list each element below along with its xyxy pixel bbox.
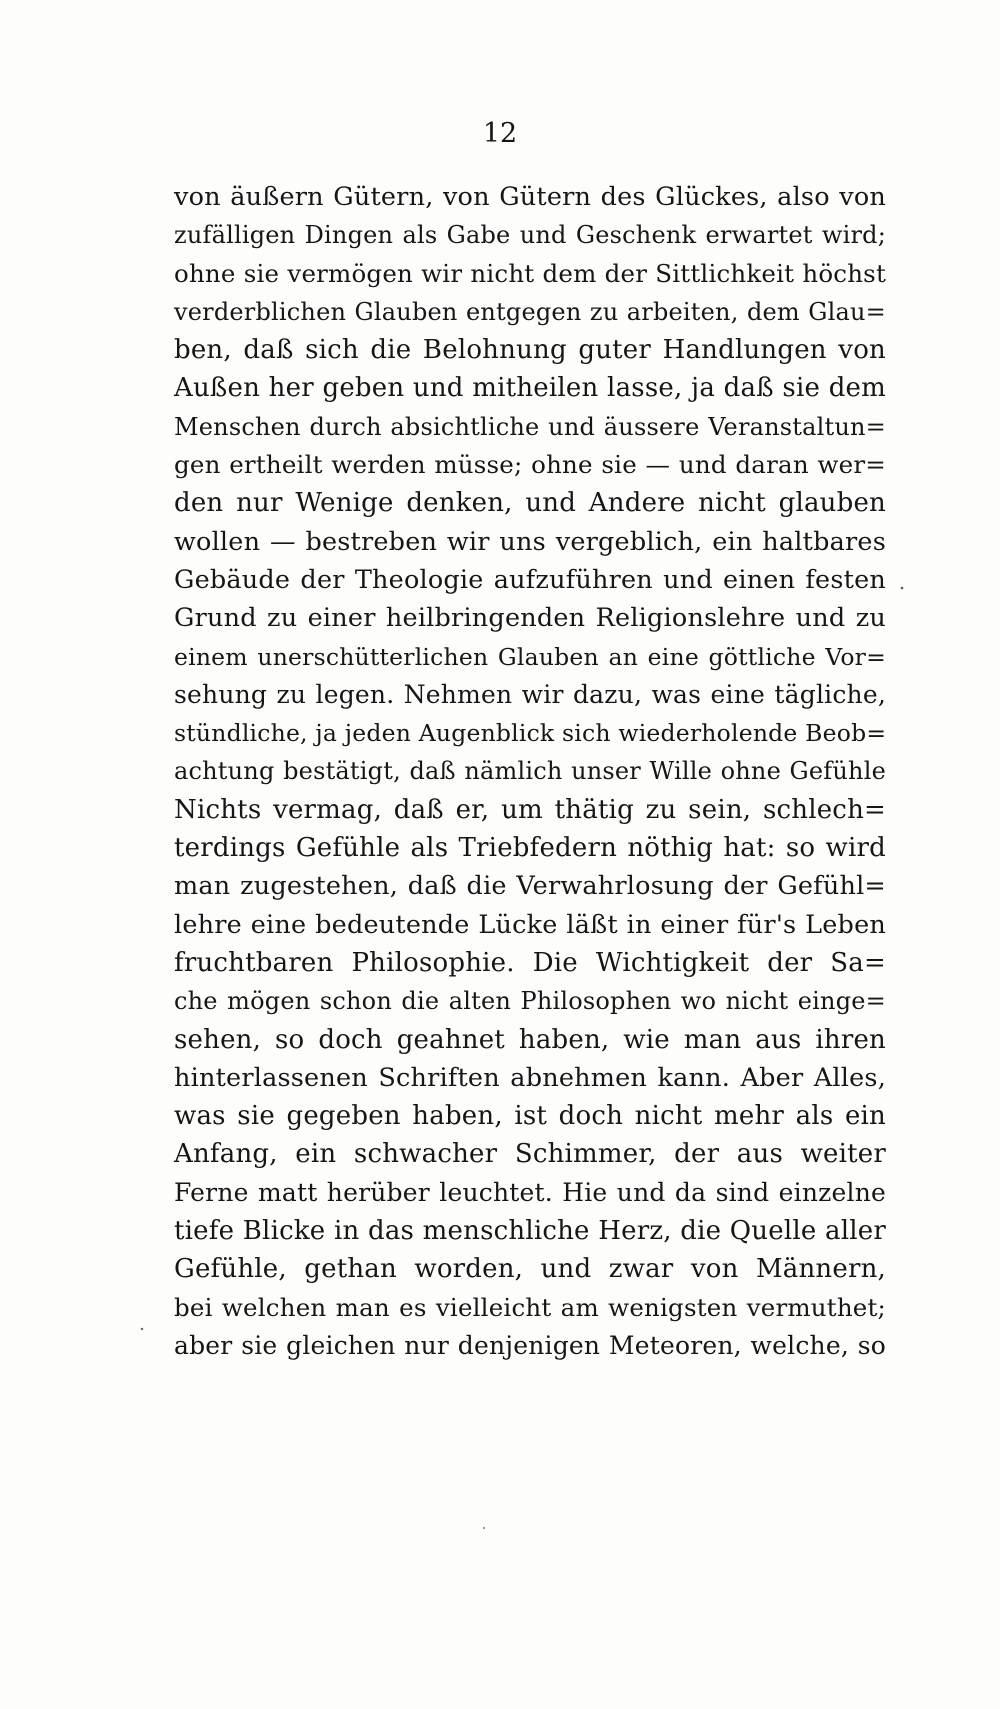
page-number: 12 [482,118,518,149]
text-line: Ferne matt herüber leuchtet. Hie und da sind einzelne [174,1177,886,1207]
text-line: Grund zu einer heilbringenden Religionslehre und zu [174,603,886,634]
paper-speck [141,1328,143,1330]
text-line: terdings Gefühle als Triebfedern nöthig hat: so wird [174,833,886,864]
paper-speck [901,587,904,590]
text-line: tiefe Blicke in das menschliche Herz, die Quelle aller [174,1216,886,1247]
text-line: ben, daß sich die Belohnung guter Handlungen von [174,335,886,366]
text-line: Gefühle, gethan worden, und zwar von Männern, [174,1254,886,1285]
text-line: Anfang, ein schwacher Schimmer, der aus weiter [174,1139,886,1170]
text-line: sehen, so doch geahnet haben, wie man aus ihren [174,1024,886,1055]
text-line: lehre eine bedeutende Lücke läßt in einer für's Leben [174,909,886,940]
text-line: ohne sie vermögen wir nicht dem der Sittlichkeit höchst [174,258,886,288]
text-line: Menschen durch absichtliche und äussere Veranstaltun= [174,412,886,441]
text-line: zufälligen Dingen als Gabe und Geschenk erwartet wird; [174,221,886,250]
text-line: verderblichen Glauben entgegen zu arbeiten, dem Glau= [174,297,886,326]
text-line: gen ertheilt werden müsse; ohne sie — und daran wer= [174,450,886,480]
text-line: Gebäude der Theologie aufzuführen und einen festen [174,564,886,595]
text-line: hinterlassenen Schriften abnehmen kann. Aber Alles, [174,1062,886,1093]
text-line: bei welchen man es vielleicht am wenigsten vermuthet; [174,1292,886,1322]
text-line: che mögen schon die alten Philosophen wo nicht einge= [174,987,886,1016]
text-line: sehung zu legen. Nehmen wir dazu, was eine tägliche, [174,679,886,709]
text-line: aber sie gleichen nur denjenigen Meteoren, welche, so [174,1330,886,1360]
text-line: stündliche, ja jeden Augenblick sich wiederholende Beob= [174,719,887,748]
text-line: einem unerschütterlichen Glauben an eine göttliche Vor= [174,642,886,671]
text-line: fruchtbaren Philosophie. Die Wichtigkeit der Sa= [174,947,886,978]
text-line: man zugestehen, daß die Verwahrlosung der Gefühl= [174,871,886,902]
text-line: den nur Wenige denken, und Andere nicht glauben [174,488,886,519]
text-line: was sie gegeben haben, ist doch nicht mehr als ein [174,1101,886,1132]
text-line: von äußern Gütern, von Gütern des Glückes, also von [174,182,886,212]
text-line: wollen — bestreben wir uns vergeblich, ein haltbares [174,526,886,557]
text-line: achtung bestätigt, daß nämlich unser Wille ohne Gefühle [174,757,886,786]
text-line: Außen her geben und mitheilen lasse, ja daß sie dem [174,373,886,404]
paper-speck [483,1527,485,1529]
text-line: Nichts vermag, daß er, um thätig zu sein, schlech= [174,794,886,825]
